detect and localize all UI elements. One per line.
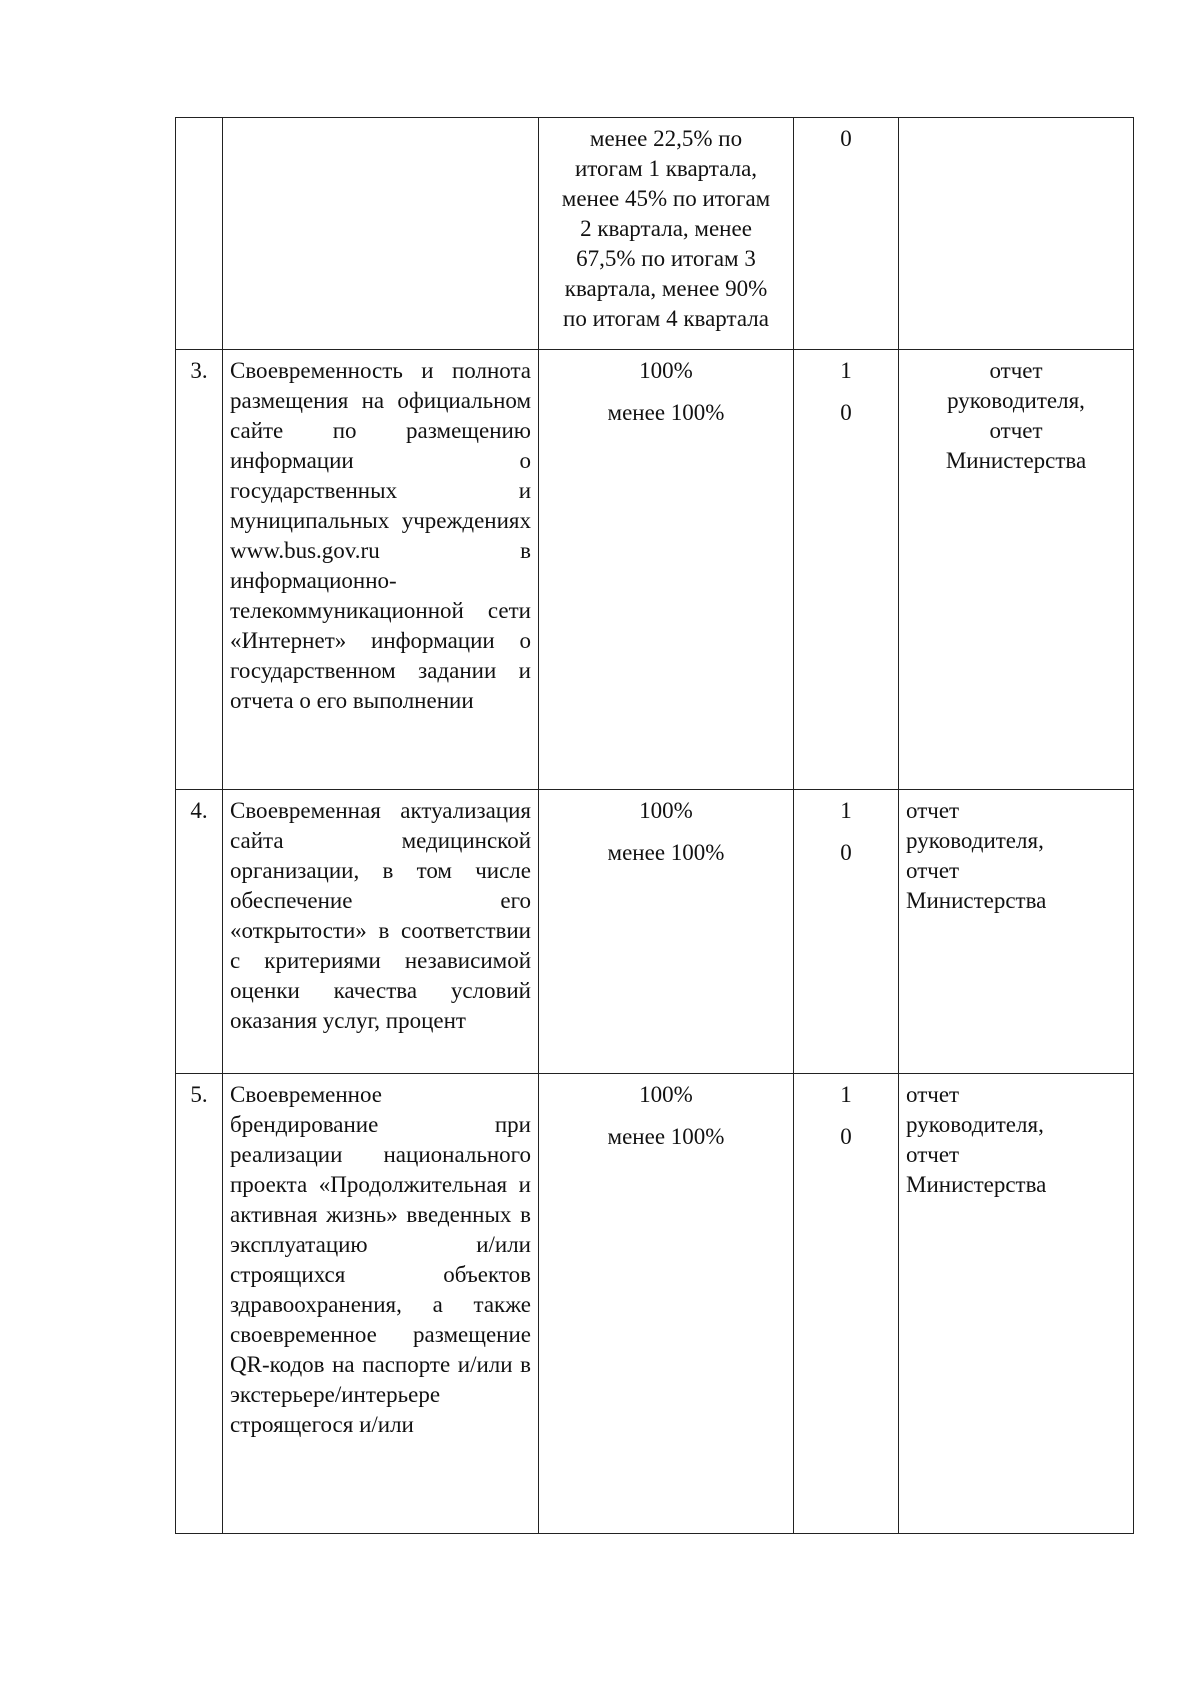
row-source: отчет руководителя, отчет Министерства [899,350,1134,790]
row-number: 5. [176,1074,223,1534]
row-criterion [539,350,794,790]
score-full: 1 [840,1082,852,1107]
row-number: 4. [176,790,223,1074]
score-partial: 0 [840,840,852,865]
criteria-table [175,117,1134,1534]
table-row [176,350,1134,790]
row-description: Своевременность и полнота размещения на официальном сайте по размещению информации о государственных и муниципальных учреждениях www.bus.gov.ru в информационно-телекоммуникационной сети «Интернет» информации о государственном задании и отчета о его выполнении [223,350,539,790]
row-criterion: менее 22,5% по итогам 1 квартала, менее 45% по итогам 2 квартала, менее 67,5% по итогам 3 квартала, менее 90% по итогам 4 квартала [539,118,794,350]
row-score [794,350,899,790]
row-criterion [539,790,794,1074]
row-criterion [539,1074,794,1534]
table-row [176,1074,1134,1534]
criterion-partial: менее 100% [607,400,725,425]
row-number: 3. [176,350,223,790]
row-source [899,118,1134,350]
table-row [176,790,1134,1074]
row-source: отчет руководителя, отчет Министерства [899,790,1134,1074]
row-score [794,790,899,1074]
score-partial: 0 [840,400,852,425]
criterion-full: 100% [639,358,693,383]
table-row [176,118,1134,350]
score-full: 1 [840,358,852,383]
criterion-full: 100% [639,798,693,823]
criterion-partial: менее 100% [607,840,725,865]
row-score [794,1074,899,1534]
row-source: отчет руководителя, отчет Министерства [899,1074,1134,1534]
row-score: 0 [794,118,899,350]
score-partial: 0 [840,1124,852,1149]
row-number [176,118,223,350]
row-description: Своевременная актуализация сайта медицинской организации, в том числе обеспечение его «открытости» в соответствии с критериями независимой оценки качества условий оказания услуг, процент [223,790,539,1074]
row-description: Своевременное брендирование при реализации национального проекта «Продолжительная и активная жизнь» введенных в эксплуатацию и/или строящихся объектов здравоохранения, а также своевременное размещение QR-кодов на паспорте и/или в экстерьере/интерьере строящегося и/или [223,1074,539,1534]
criterion-partial: менее 100% [607,1124,725,1149]
row-description [223,118,539,350]
criterion-full: 100% [639,1082,693,1107]
score-full: 1 [840,798,852,823]
